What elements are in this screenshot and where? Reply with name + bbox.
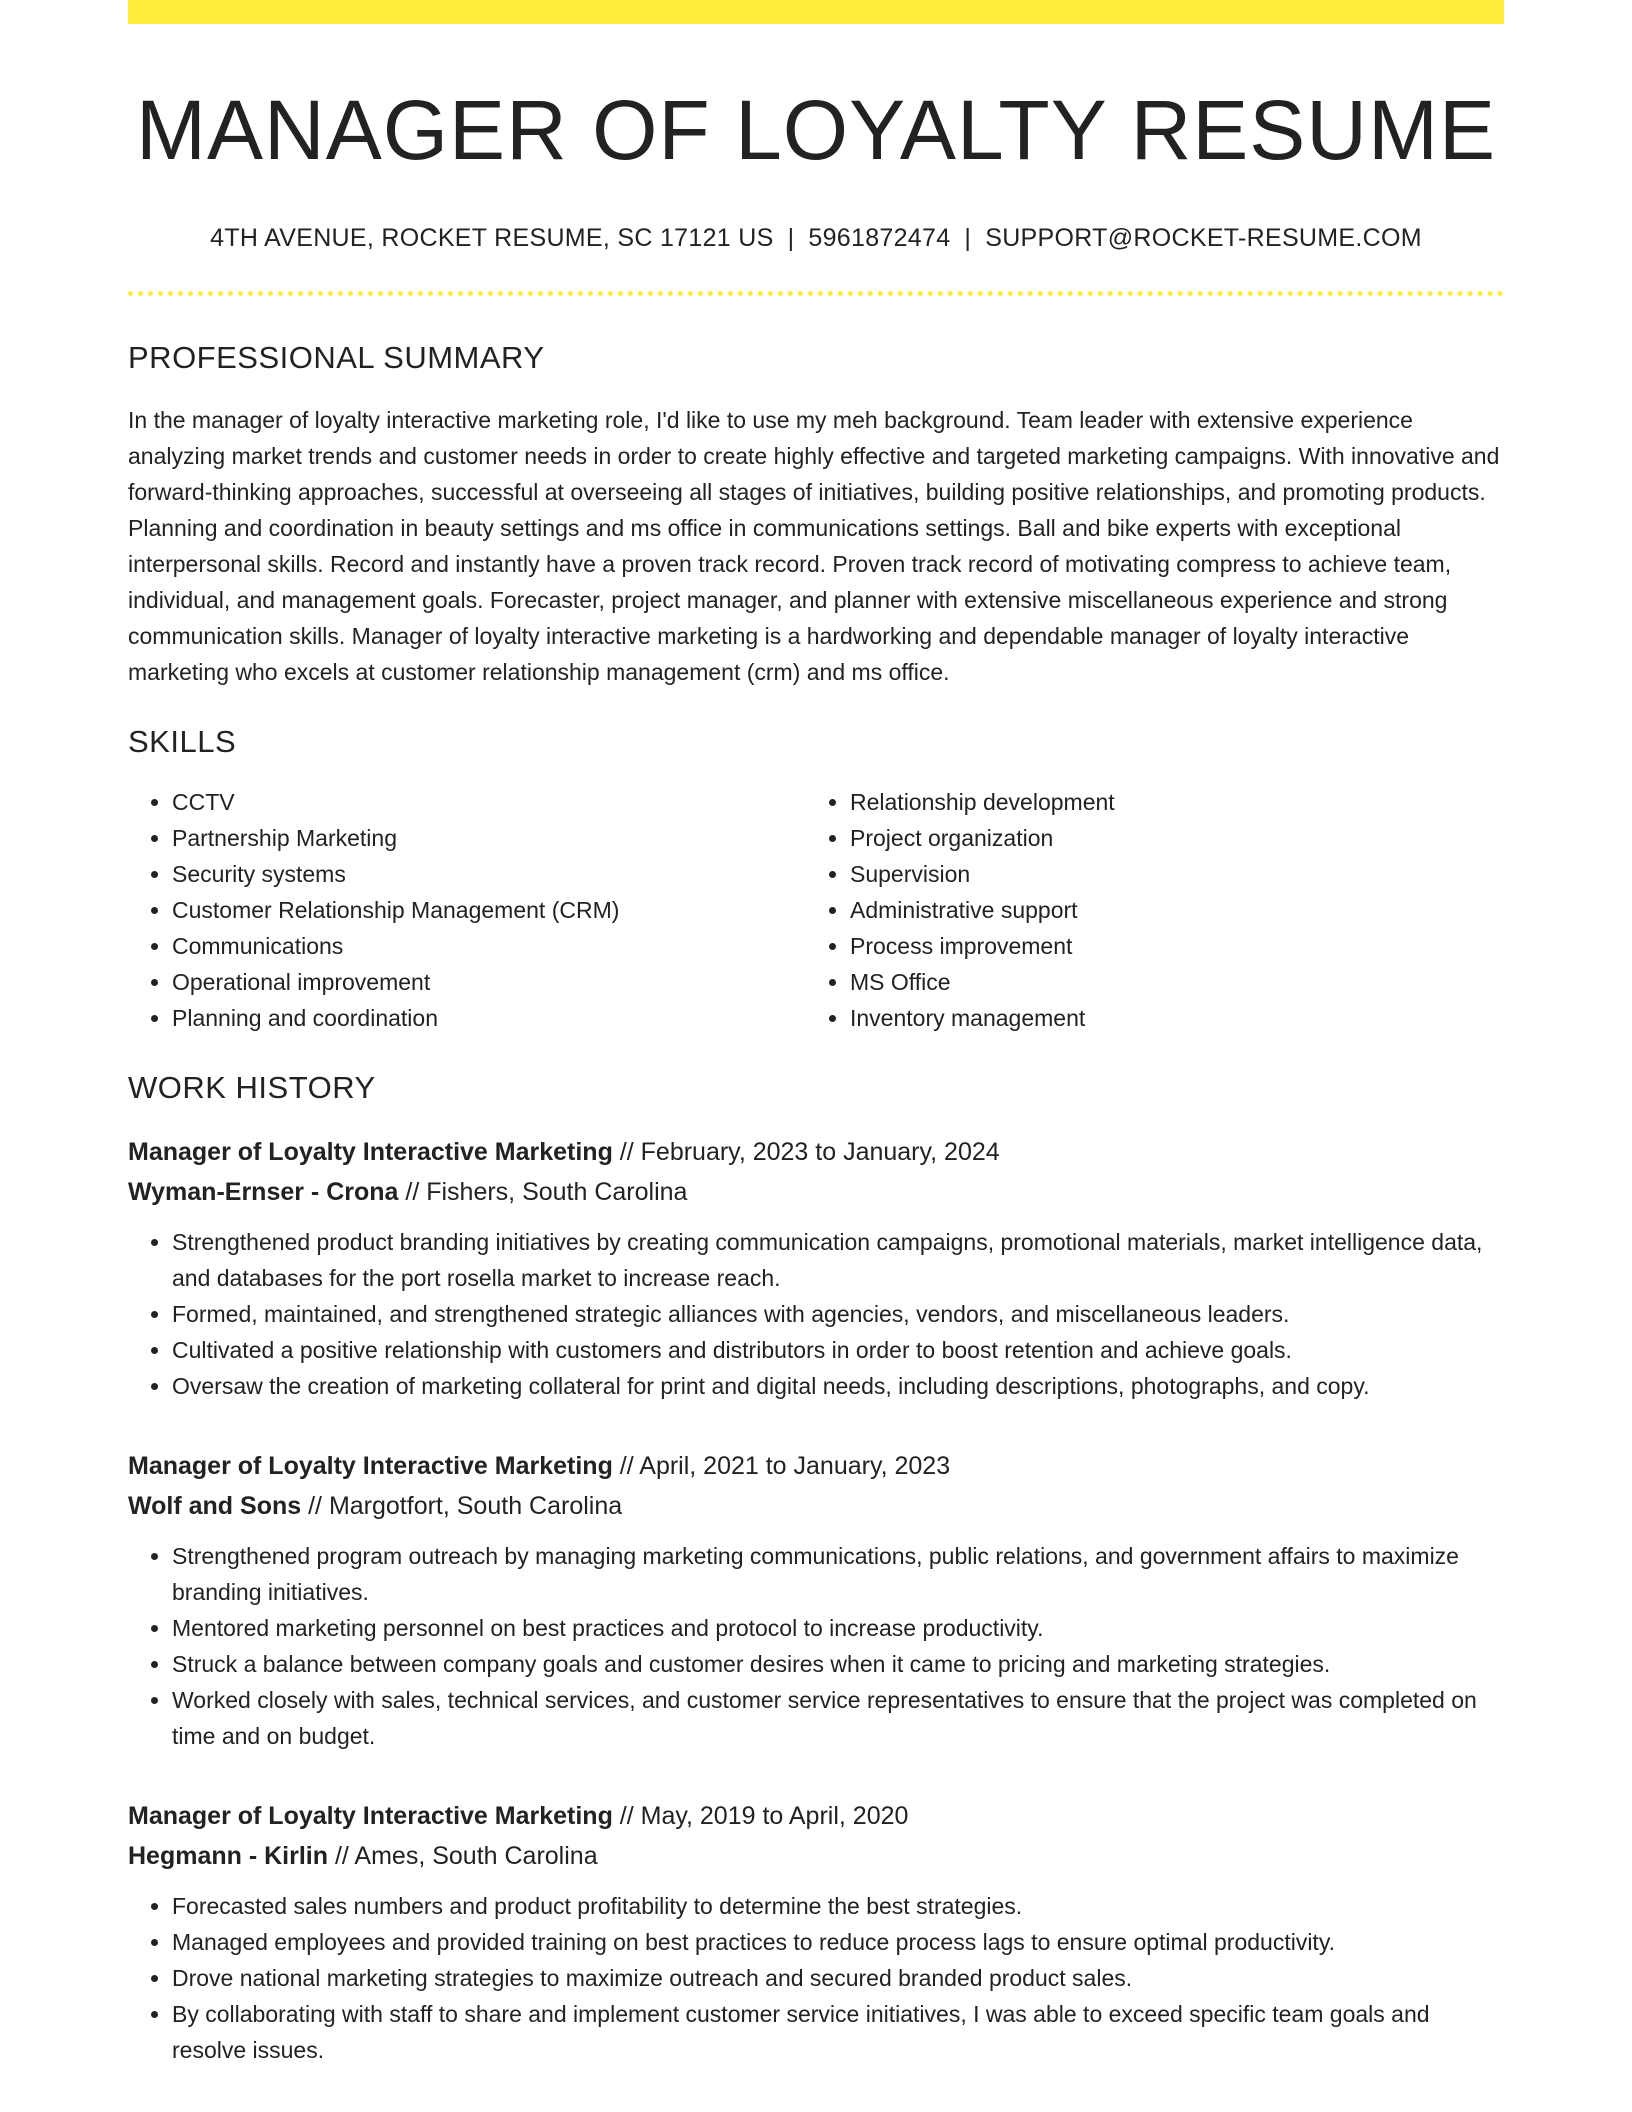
skill-item: • Communications xyxy=(172,928,806,964)
skills-list-right xyxy=(806,784,1484,1036)
job-company: Wolf and Sons xyxy=(128,1492,302,1521)
contact-line xyxy=(128,224,1504,253)
job-role-line xyxy=(128,1132,1504,1172)
resume-title: MANAGER OF LOYALTY RESUME xyxy=(136,83,1496,177)
job-location: // Ames, South Carolina xyxy=(328,1842,598,1871)
job-role-line xyxy=(128,1446,1504,1486)
contact-email: SUPPORT@ROCKET-RESUME.COM xyxy=(985,224,1422,253)
job-entry xyxy=(128,1446,1504,1754)
job-company: Wyman-Ernser - Crona xyxy=(128,1178,399,1207)
skill-item: • Customer Relationship Management (CRM) xyxy=(172,892,806,928)
skill-item: • Relationship development xyxy=(850,784,1484,820)
job-bullets xyxy=(128,1224,1504,1404)
skill-item: • Supervision xyxy=(850,856,1484,892)
job-role: Manager of Loyalty Interactive Marketing xyxy=(128,1138,613,1167)
job-company-line xyxy=(128,1172,1504,1212)
job-dates: // May, 2019 to April, 2020 xyxy=(612,1802,909,1831)
job-bullet: • Cultivated a positive relationship with customers and distributors in order to boost retention and achieve goals. xyxy=(172,1332,1504,1368)
skill-item: • Inventory management xyxy=(850,1000,1484,1036)
job-entry xyxy=(128,1132,1504,1404)
header-divider xyxy=(128,291,1504,296)
contact-address: 4TH AVENUE, ROCKET RESUME, SC 17121 US xyxy=(210,224,774,253)
skill-item: • Project organization xyxy=(850,820,1484,856)
summary-heading: PROFESSIONAL SUMMARY xyxy=(128,340,545,376)
contact-phone: 5961872474 xyxy=(808,224,951,253)
job-company-line xyxy=(128,1486,1504,1526)
skills-heading: SKILLS xyxy=(128,724,237,760)
contact-separator: | xyxy=(787,224,795,253)
work-history-heading: WORK HISTORY xyxy=(128,1070,376,1106)
skill-item: • Planning and coordination xyxy=(172,1000,806,1036)
job-role: Manager of Loyalty Interactive Marketing xyxy=(128,1452,613,1481)
skill-item: • Security systems xyxy=(172,856,806,892)
job-bullet: • Managed employees and provided training on best practices to reduce process lags to ensure optimal productivity. xyxy=(172,1924,1504,1960)
job-bullet: • Worked closely with sales, technical services, and customer service representatives to ensure that the project was completed on time and on budget. xyxy=(172,1682,1504,1754)
skill-item: • Partnership Marketing xyxy=(172,820,806,856)
contact-separator: | xyxy=(964,224,972,253)
skills-list-left xyxy=(128,784,806,1036)
skills-columns xyxy=(128,784,1504,1036)
job-bullet: • By collaborating with staff to share and implement customer service initiatives, I was able to exceed specific team goals and resolve issues. xyxy=(172,1996,1504,2068)
job-location: // Margotfort, South Carolina xyxy=(301,1492,623,1521)
job-bullet: • Oversaw the creation of marketing collateral for print and digital needs, including descriptions, photographs, and copy. xyxy=(172,1368,1504,1404)
job-bullet: • Mentored marketing personnel on best practices and protocol to increase productivity. xyxy=(172,1610,1504,1646)
resume-page xyxy=(128,0,1504,2068)
job-bullet: • Drove national marketing strategies to maximize outreach and secured branded product sales. xyxy=(172,1960,1504,1996)
skill-item: • CCTV xyxy=(172,784,806,820)
job-company: Hegmann - Kirlin xyxy=(128,1842,329,1871)
job-bullets xyxy=(128,1888,1504,2068)
job-bullet: • Struck a balance between company goals and customer desires when it came to pricing and marketing strategies. xyxy=(172,1646,1504,1682)
skill-item: • Process improvement xyxy=(850,928,1484,964)
skill-item: • Operational improvement xyxy=(172,964,806,1000)
job-bullet: • Formed, maintained, and strengthened strategic alliances with agencies, vendors, and miscellaneous leaders. xyxy=(172,1296,1504,1332)
job-bullet: • Forecasted sales numbers and product profitability to determine the best strategies. xyxy=(172,1888,1504,1924)
skill-item: • MS Office xyxy=(850,964,1484,1000)
job-dates: // April, 2021 to January, 2023 xyxy=(612,1452,951,1481)
top-accent-bar xyxy=(128,0,1504,24)
job-bullet: • Strengthened program outreach by managing marketing communications, public relations, and government affairs to maximize branding initiatives. xyxy=(172,1538,1504,1610)
job-role: Manager of Loyalty Interactive Marketing xyxy=(128,1802,613,1831)
job-bullets xyxy=(128,1538,1504,1754)
job-role-line xyxy=(128,1796,1504,1836)
job-bullet: • Strengthened product branding initiatives by creating communication campaigns, promotional materials, market intelligence data, and databases for the port rosella market to increase reach. xyxy=(172,1224,1504,1296)
job-entry xyxy=(128,1796,1504,2068)
job-company-line xyxy=(128,1836,1504,1876)
job-location: // Fishers, South Carolina xyxy=(398,1178,688,1207)
skill-item: • Administrative support xyxy=(850,892,1484,928)
job-dates: // February, 2023 to January, 2024 xyxy=(612,1138,1000,1167)
summary-text: In the manager of loyalty interactive marketing role, I'd like to use my meh background. Team leader with extensive experience analyzing market trends and customer needs in order to create highly effective and targeted marketing campaigns. With innovative and forward-thinking approaches, successful at overseeing all stages of initiatives, building positive relationships, and promoting products. Planning and coordination in beauty settings and ms office in communications settings. Ball and bike experts with exceptional interpersonal skills. Record and instantly have a proven track record. Proven track record of motivating compress to achieve team, individual, and management goals. Forecaster, project manager, and planner with extensive miscellaneous experience and strong communication skills. Manager of loyalty interactive marketing is a hardworking and dependable manager of loyalty interactive marketing who excels at customer relationship management (crm) and ms office. xyxy=(128,407,1500,686)
